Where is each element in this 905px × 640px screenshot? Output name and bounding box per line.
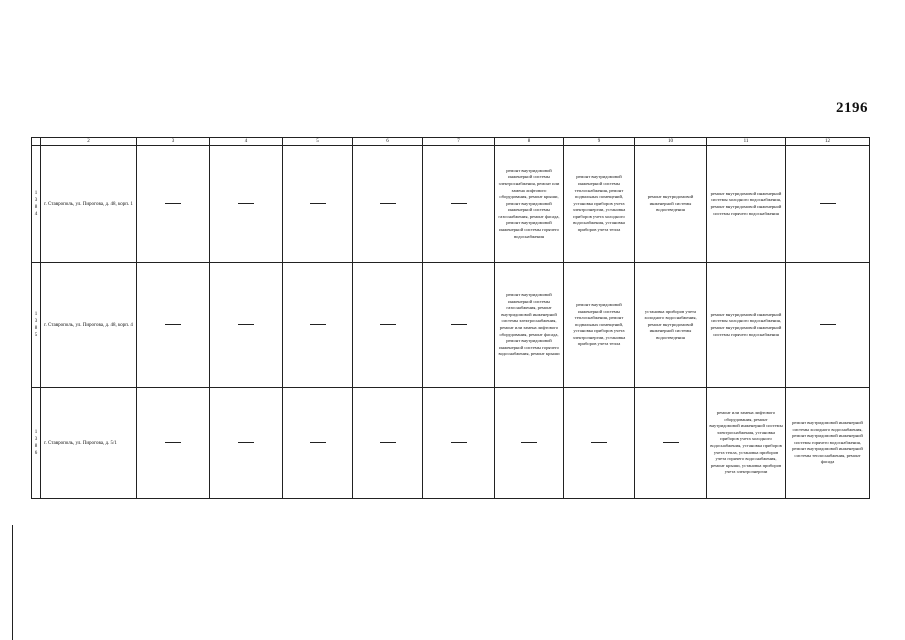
empty-dash-cell: [495, 388, 564, 499]
empty-dash-cell: [635, 388, 707, 499]
dash-mark: [451, 442, 467, 443]
empty-dash-cell: [210, 263, 283, 388]
column-header: 4: [210, 138, 283, 146]
empty-dash-cell: [786, 263, 870, 388]
works-cell: ремонт внутридомовой инженерной системы электроснабжения, ремонт или замена лифтового оборудования, ремонт крыши, ремонт внутридомовой инженерной системы газоснабжения, ремонт фасада, ремонт внутридомовой инженерной системы горячего водоснабжения: [495, 146, 564, 263]
empty-dash-cell: [137, 146, 210, 263]
empty-dash-cell: [423, 388, 495, 499]
dash-mark: [380, 203, 396, 204]
works-cell: ремонт внутридомовой инженерной системы газоснабжения, ремонт внутридомовой инженерной системы электроснабжения, ремонт или замена лифтового оборудования, ремонт фасада, ремонт внутридомовой инженерной системы горячего водоснабжения, ремонт крыши: [495, 263, 564, 388]
column-header: 3: [137, 138, 210, 146]
dash-mark: [310, 324, 326, 325]
repair-schedule-table: [31, 137, 870, 499]
dash-mark: [820, 324, 836, 325]
column-header: [32, 138, 41, 146]
dash-mark: [310, 203, 326, 204]
address-cell: г. Ставрополь, ул. Пирогова, д. 48, корп. 4: [41, 263, 137, 388]
empty-dash-cell: [283, 146, 353, 263]
works-cell: ремонт внутридомовой инженерной системы холодного водоснабжения, ремонт внутридомовой инженерной системы горячего водоснабжения: [707, 146, 786, 263]
dash-mark: [380, 442, 396, 443]
works-cell: ремонт внутридомовой инженерной системы холодного водоснабжения, ремонт внутридомовой инженерной системы горячего водоснабжения: [707, 263, 786, 388]
column-header: 12: [786, 138, 870, 146]
works-cell: ремонт внутридомовой инженерной системы холодного водоснабжения, ремонт внутридомовой инженерной системы горячего водоснабжения, ремонт внутридомовой инженерной системы теплоснабжения, ремонт фасада: [786, 388, 870, 499]
dash-mark: [380, 324, 396, 325]
row-number: 1384: [32, 146, 41, 263]
dash-mark: [165, 442, 181, 443]
table-row: [32, 388, 870, 499]
address-cell: г. Ставрополь, ул. Пирогова, д. 5/1: [41, 388, 137, 499]
dash-mark: [310, 442, 326, 443]
empty-dash-cell: [353, 388, 423, 499]
margin-rule: [12, 525, 13, 640]
row-number: 1385: [32, 263, 41, 388]
empty-dash-cell: [353, 263, 423, 388]
column-header: 2: [41, 138, 137, 146]
row-number: 1386: [32, 388, 41, 499]
empty-dash-cell: [353, 146, 423, 263]
empty-dash-cell: [564, 388, 635, 499]
empty-dash-cell: [137, 388, 210, 499]
empty-dash-cell: [283, 388, 353, 499]
works-cell: ремонт внутридомовой инженерной системы теплоснабжения, ремонт подвальных помещений, установка приборов учета электроэнергии, установка приборов учета тепла: [564, 263, 635, 388]
dash-mark: [521, 442, 537, 443]
empty-dash-cell: [210, 146, 283, 263]
dash-mark: [451, 324, 467, 325]
dash-mark: [238, 324, 254, 325]
empty-dash-cell: [423, 146, 495, 263]
works-cell: установка приборов учета холодного водоснабжения, ремонт внутридомовой инженерной системы водоотведения: [635, 263, 707, 388]
dash-mark: [165, 203, 181, 204]
address-cell: г. Ставрополь, ул. Пирогова, д. 48, корп. 1: [41, 146, 137, 263]
dash-mark: [165, 324, 181, 325]
column-header: 6: [353, 138, 423, 146]
dash-mark: [238, 203, 254, 204]
dash-mark: [820, 203, 836, 204]
dash-mark: [663, 442, 679, 443]
page-number: 2196: [836, 100, 868, 116]
column-number-row: [32, 138, 870, 146]
dash-mark: [591, 442, 607, 443]
dash-mark: [238, 442, 254, 443]
empty-dash-cell: [283, 263, 353, 388]
column-header: 7: [423, 138, 495, 146]
works-cell: ремонт внутридомовой инженерной системы теплоснабжения, ремонт подвальных помещений, установка приборов учета электроэнергии, установка приборов учета холодного водоснабжения, установка приборов учета тепла: [564, 146, 635, 263]
table-row: [32, 146, 870, 263]
empty-dash-cell: [210, 388, 283, 499]
column-header: 5: [283, 138, 353, 146]
table-row: [32, 263, 870, 388]
column-header: 9: [564, 138, 635, 146]
column-header: 10: [635, 138, 707, 146]
column-header: 11: [707, 138, 786, 146]
dash-mark: [451, 203, 467, 204]
empty-dash-cell: [423, 263, 495, 388]
works-cell: ремонт или замена лифтового оборудования, ремонт внутридомовой инженерной системы электроснабжения, установка приборов учета холодного водоснабжения, установка приборов учета тепла, установка приборов учета горячего водоснабжения, ремонт крыши, установка приборов учета электроэнергии: [707, 388, 786, 499]
empty-dash-cell: [786, 146, 870, 263]
works-cell: ремонт внутридомовой инженерной системы водоотведения: [635, 146, 707, 263]
empty-dash-cell: [137, 263, 210, 388]
column-header: 8: [495, 138, 564, 146]
